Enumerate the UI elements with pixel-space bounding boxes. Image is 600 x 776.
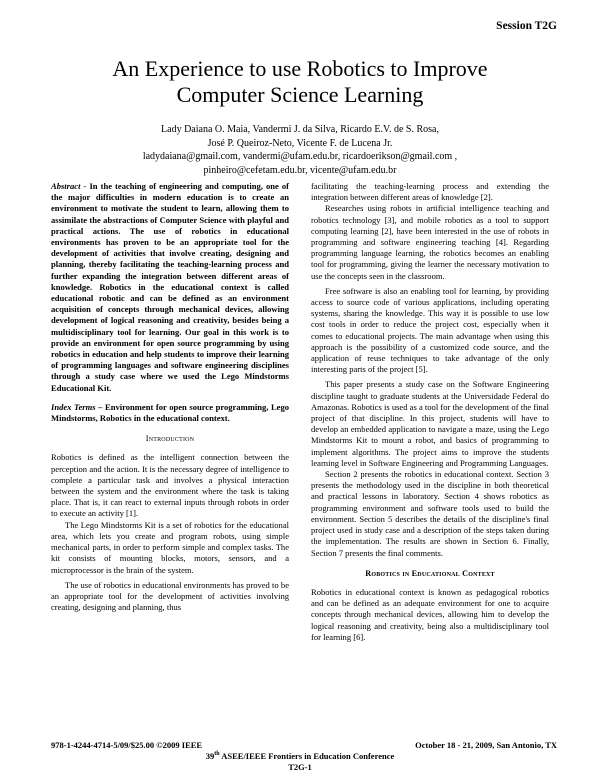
index-terms-lead: Index Terms	[51, 401, 96, 412]
footer-dates: October 18 - 21, 2009, San Antonio, TX	[415, 740, 557, 750]
abstract-lead: Abstract -	[51, 181, 87, 191]
free-software-paragraph: Free software is also an enabling tool for learning, by providing access to source code of various applications, including operating systems, sharing the knowledge. This way it is possible to use low cost tools in order to reduce the project cost, especially when it comes to educational projects. The main advantage when using this approach is the possibility of a customized code source, and the application of reuse techniques to take advantage of the only interesting parts of the project [5].	[311, 285, 549, 375]
intro-paragraph-3: The use of robotics in educational environments has proved to be an appropriate tool for the development of activities involving creating, designing and planning, thus	[51, 579, 289, 613]
right-column	[311, 181, 549, 643]
abstract-text: In the teaching of engineering and computing, one of the major difficulties in modern education is to create an environment to motivate the student to learn, allowing them to assimilate the abstractions of Computer Science with playful and practical actions. The use of robotics in educational environments has proven to be an appropriate tool for the development of activities that involve creating, designing and planning, thereby facilitating the teaching-learning process and further expanding the integration between different areas of knowledge. Robotics in the educational context is called educational robotic and can be defined as an environment acquisition of concepts through mechanical devices, allowing development of logical reasoning and creativity, besides being a multidisciplinary tool for learning. Our goal in this work is to provide an environment for open source programming by using robotics in education and help students to improve their learning of programming languages and software engineering disciplines through a study case where we used the Lego Mindstorms Educational Kit.	[51, 181, 289, 393]
footer-conf-name: ASEE/IEEE Frontiers in Education Conference	[219, 751, 395, 761]
title-line-1: An Experience to use Robotics to Improve	[112, 56, 488, 81]
introduction-heading: Introduction	[145, 434, 195, 444]
author-emails-2: pinheiro@cefetam.edu.br, vicente@ufam.edu.br	[203, 164, 397, 176]
footer-conf-number: 39	[205, 751, 215, 761]
author-names-2: José P. Queiroz-Neto, Vicente F. de Lucena Jr.	[207, 137, 393, 149]
sections-paragraph: Section 2 presents the robotics in educational context. Section 3 presents the methodology used in the discipline in both theoretical and practical lessons in laboratory. Section 4 shows robotics as programming environment and software tools used to build the environment. Section 5 describes the details of the discipline's final project used in study case and a description of the steps taken during the implementation. The results are shown in Section 6. Finally, Section 7 presents the final comments.	[311, 469, 549, 558]
author-emails-1: ladydaiana@gmail.com, vandermi@ufam.edu.br, ricardoerikson@gmail.com ,	[142, 151, 458, 162]
continued-paragraph: facilitating the teaching-learning process and extending the integration between different areas of knowledge [2].	[311, 181, 549, 203]
robotics-context-paragraph: Robotics in educational context is known as pedagogical robotics and can be defined as an adequate environment for one to acquire concepts through mechanical devices, allowing him to develop the logical reasoning and creativity, being also a multidisciplinary tool for learning [6].	[311, 586, 549, 642]
author-block	[60, 123, 540, 177]
paper-overview-paragraph: This paper presents a study case on the Software Engineering discipline taught to graduate students at the Universidade Federal do Amazonas. Robotics is used as a tool for the development of the final project of that discipline. In this project, students will have to develop an embedded application to navigate a maze, using the Lego Mindstorms Kit to mount a robot, and basics of programming to implement algorithms. The project aims to improve the students learning level in Software Engineering and Programming Languages.	[311, 379, 549, 468]
left-column	[51, 181, 289, 613]
index-terms-text: – Environment for open source programming, Lego Mindstorms, Robotics in the educational context.	[51, 401, 289, 424]
footer-isbn: 978-1-4244-4714-5/09/$25.00 ©2009 IEEE	[51, 740, 203, 750]
footer-conf-suffix: th	[214, 751, 220, 758]
research-paragraph: Researches using robots in artificial intelligence teaching and robotics technology [3], and mobile robotics as a tool to support computing learning [2], have been interested in the use of robots in programming and software engineering teaching [4]. Regarding programming language learning, the robotics becomes an enabling tool for programming, giving the learner the necessary motivation to use the concepts seen in the classroom.	[311, 203, 549, 281]
author-names-1: Lady Daiana O. Maia, Vandermi J. da Silva, Ricardo E.V. de S. Rosa,	[161, 124, 439, 135]
footer-page-number: T2G-1	[288, 762, 312, 772]
session-label: Session T2G	[496, 20, 557, 32]
paper-title	[60, 56, 540, 108]
intro-paragraph-1: Robotics is defined as the intelligent connection between the perception and the action. It is the necessary degree of intelligence to complete a particular task and involves a physical interaction between the system and the environment where the task is taking place. That is, it can react to external inputs through robots in order to execute an activity [1].	[51, 452, 289, 519]
title-line-2: Computer Science Learning	[176, 82, 424, 107]
abstract	[51, 181, 289, 394]
intro-paragraph-2: The Lego Mindstorms Kit is a set of robotics for the educational area, which lets you create and program robots, using simple mechanical parts, in order to perform simple and complex tasks. The kit consists of mounting blocks, motors, sensors, and a microprocessor is the brain of the system.	[51, 519, 289, 575]
index-terms	[51, 402, 289, 424]
robotics-context-heading: Robotics in Educational Context	[365, 568, 495, 578]
footer-conference	[0, 751, 600, 761]
